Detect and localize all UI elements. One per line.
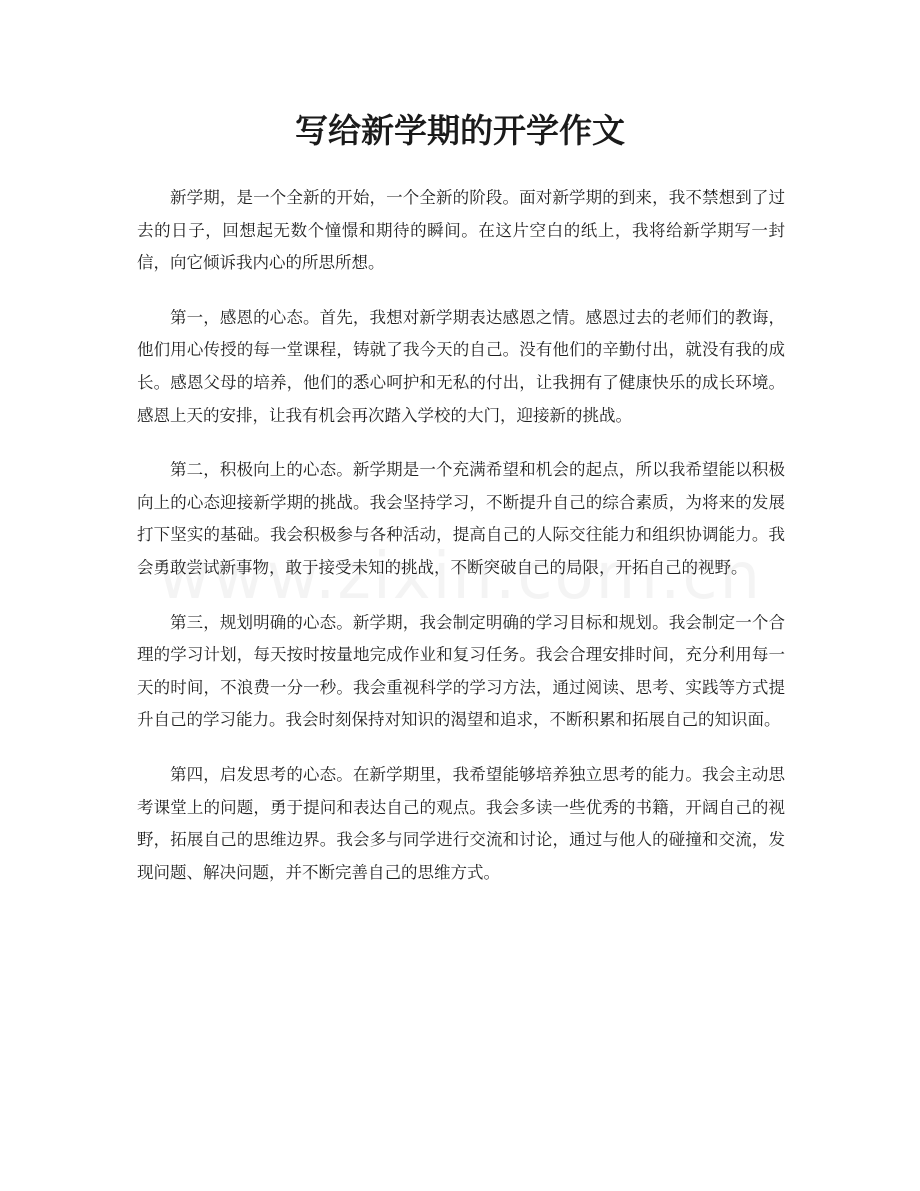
paragraph-planning: 第三，规划明确的心态。新学期，我会制定明确的学习目标和规划。我会制定一个合理的学习计划，每天按时按量地完成作业和复习任务。我会合理安排时间，充分利用每一天的时间，不浪费一分一秒。我会重视科学的学习方法，通过阅读、思考、实践等方式提升自己的学习能力。我会时刻保持对知识的渴望和追求，不断积累和拓展自己的知识面。 bbox=[137, 612, 785, 730]
paragraph-positive-attitude: 第二，积极向上的心态。新学期是一个充满希望和机会的起点，所以我希望能以积极向上的心态迎接新学期的挑战。我会坚持学习，不断提升自己的综合素质，为将来的发展打下坚实的基础。我会积极参与各种活动，提高自己的人际交往能力和组织协调能力。我会勇敢尝试新事物，敢于接受未知的挑战，不断突破自己的局限，开拓自己的视野。 bbox=[137, 460, 785, 577]
document-body bbox=[137, 182, 785, 911]
paragraph-gratitude: 第一，感恩的心态。首先，我想对新学期表达感恩之情。感恩过去的老师们的教诲，他们用心传授的每一堂课程，铸就了我今天的自己。没有他们的辛勤付出，就没有我的成长。感恩父母的培养，他们的悉心呵护和无私的付出，让我拥有了健康快乐的成长环境。感恩上天的安排，让我有机会再次踏入学校的大门，迎接新的挑战。 bbox=[137, 307, 785, 425]
paragraph-intro: 新学期，是一个全新的开始，一个全新的阶段。面对新学期的到来，我不禁想到了过去的日子，回想起无数个憧憬和期待的瞬间。在这片空白的纸上，我将给新学期写一封信，向它倾诉我内心的所思所想。 bbox=[137, 188, 785, 273]
document-title: 写给新学期的开学作文 bbox=[295, 111, 625, 150]
paragraph-thinking: 第四，启发思考的心态。在新学期里，我希望能够培养独立思考的能力。我会主动思考课堂上的问题，勇于提问和表达自己的观点。我会多读一些优秀的书籍，开阔自己的视野，拓展自己的思维边界。我会多与同学进行交流和讨论，通过与他人的碰撞和交流，发现问题、解决问题，并不断完善自己的思维方式。 bbox=[137, 764, 785, 882]
